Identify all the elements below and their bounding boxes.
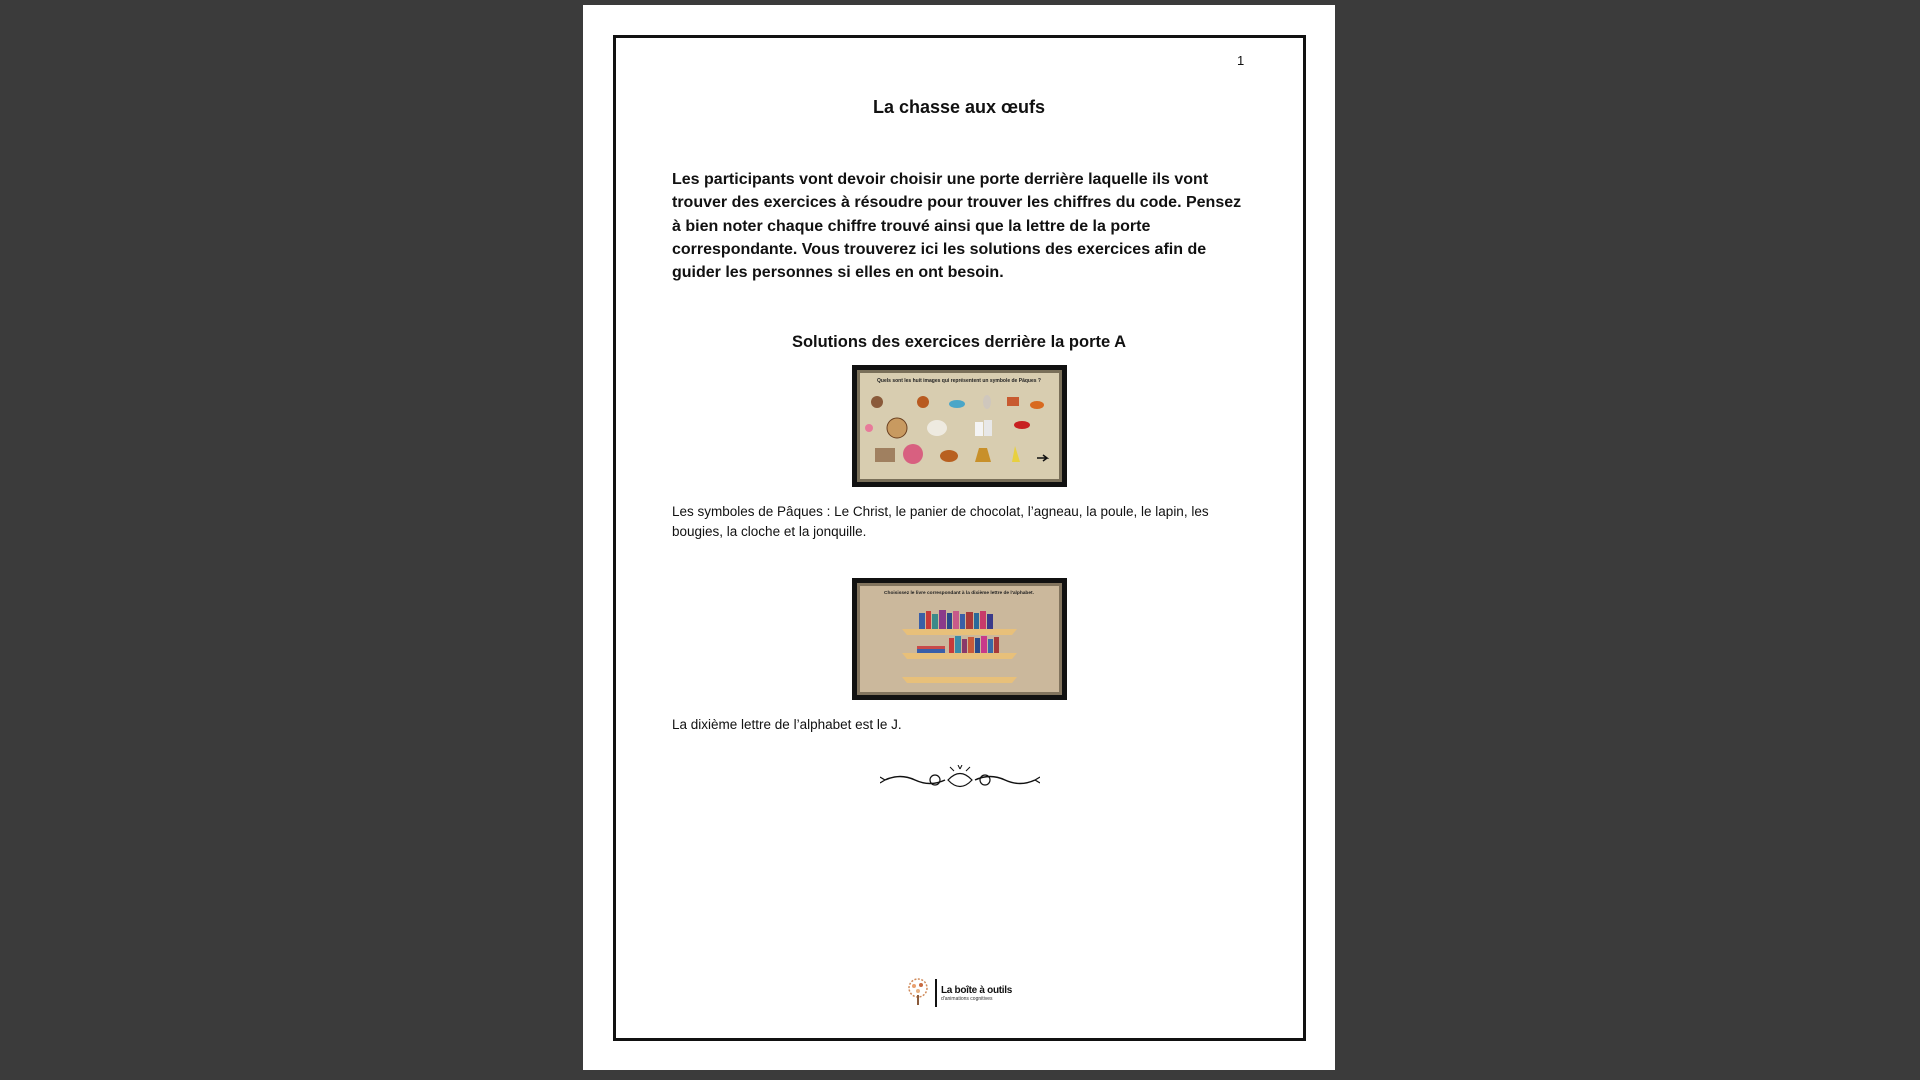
tree-logo-icon [905, 977, 931, 1009]
logo-main-text: La boîte à outils [941, 984, 1013, 996]
intro-paragraph: Les participants vont devoir choisir une porte derrière laquelle ils vont trouver des exercices à résoudre pour trouver les chiffres du code. Pensez à bien noter chaque chiffre trouvé ainsi que la lettre de la porte correspondante. Vous trouverez ici les solutions des exercices afin de guider les personnes si elles en ont besoin. [672, 171, 1242, 282]
image1-question: Quels sont les huit images qui représentent un symbole de Pâques ? [877, 378, 1041, 384]
section-title: Solutions des exercices derrière la porte A [791, 333, 1127, 351]
image2-question: Choisissez le livre correspondant à la dixième lettre de l'alphabet. [884, 591, 1034, 596]
logo-sub-text: d'animations cognitives [941, 995, 993, 1002]
document-page [583, 5, 1335, 1070]
bookshelf-illustration [857, 583, 1062, 695]
caption-tenth-letter: La dixième lettre de l’alphabet est le J. [672, 717, 902, 732]
ornament-divider [880, 765, 1040, 795]
easter-symbols-image [852, 365, 1067, 487]
logo-divider [935, 979, 937, 1007]
bookshelf-image [852, 578, 1067, 700]
easter-symbols-illustration [857, 370, 1062, 482]
document-title: La chasse aux œufs [872, 97, 1046, 117]
caption-easter-symbols: Les symboles de Pâques : Le Christ, le panier de chocolat, l’agneau, la poule, le lapin, les bougies, la cloche et la jonquille. [672, 504, 1209, 539]
page-number: 1 [1237, 53, 1245, 68]
brand-logo [905, 975, 1025, 1011]
